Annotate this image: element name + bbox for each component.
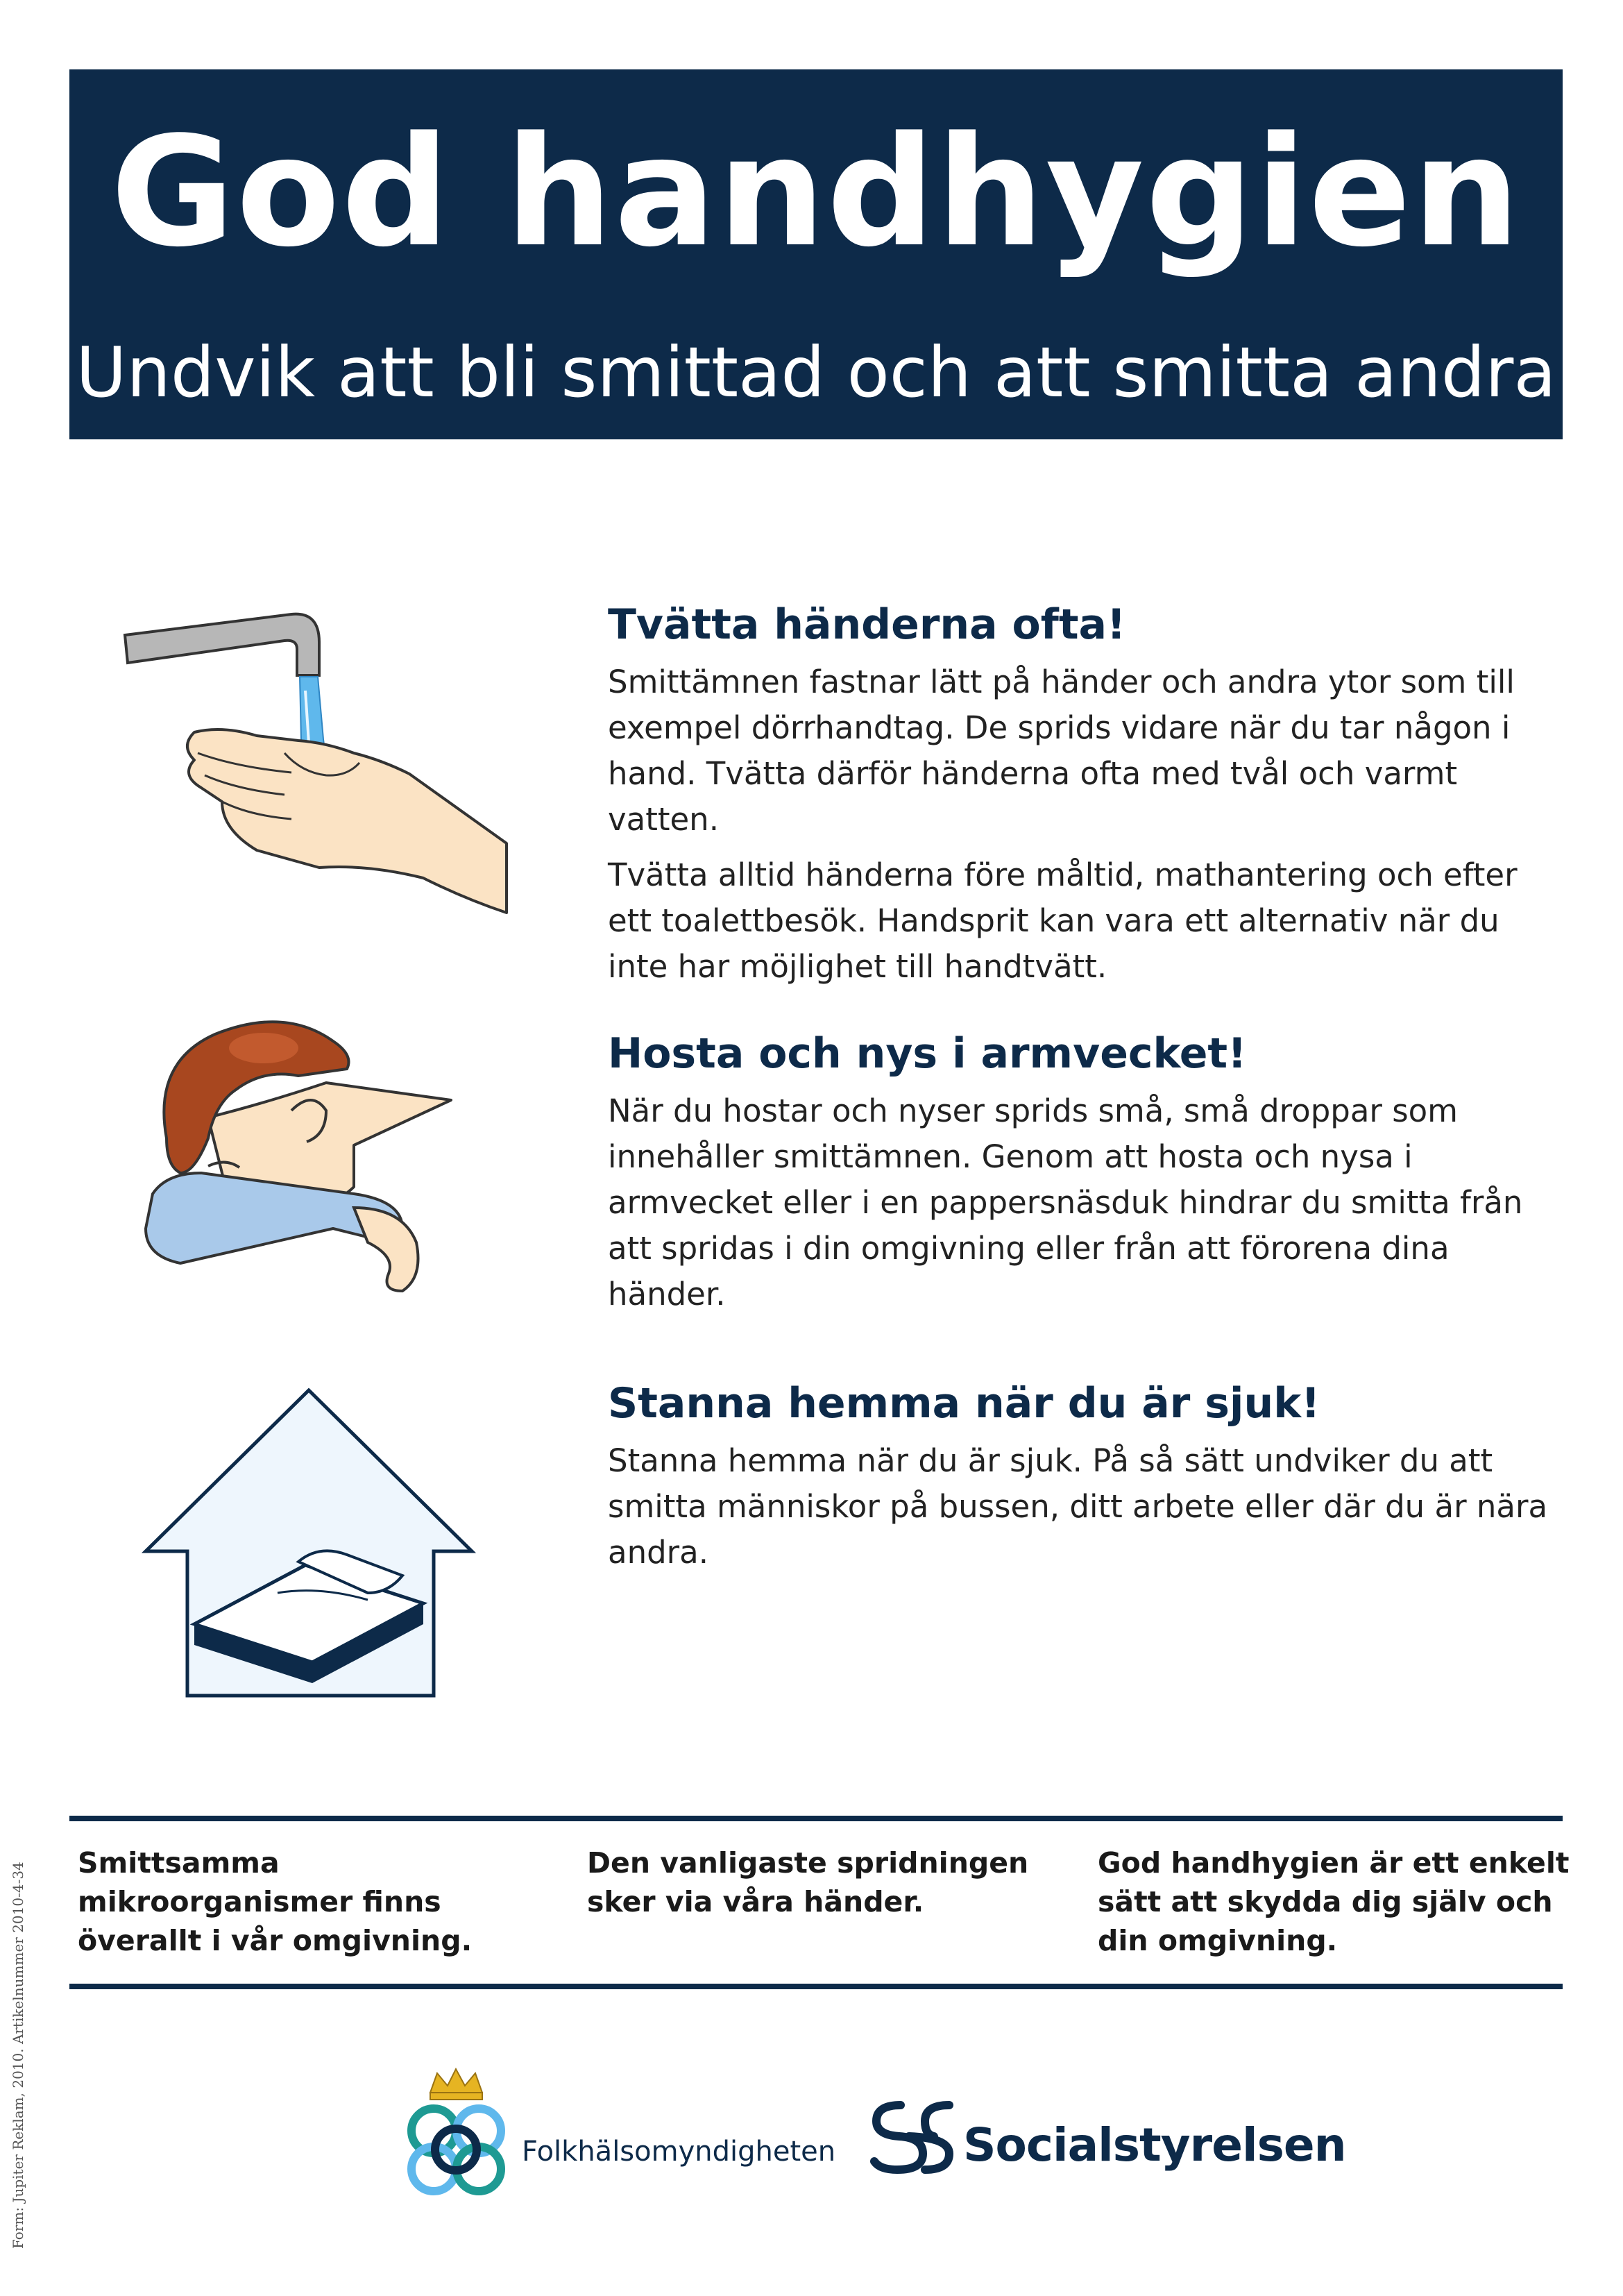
section-wash-hands — [608, 597, 1565, 999]
section-paragraph: Tvätta alltid händerna före måltid, mathantering och efter ett toalettbesök. Handsprit kan vara ett alternativ när du inte har möjlighet till handtvätt. — [608, 856, 1518, 985]
section-cough-sneeze — [608, 1026, 1565, 1327]
fact-1: Smittsamma mikroorganismer finns överallt i vår omgivning. — [78, 1846, 473, 1957]
section-title: Tvätta händerna ofta! — [608, 600, 1126, 649]
folkhalsomyndigheten-logo-icon — [392, 2065, 520, 2204]
section-paragraph: Stanna hemma när du är sjuk. På så sätt undviker du att smitta människor på bussen, ditt arbete eller där du är nära andra. — [608, 1442, 1548, 1571]
sneeze-illustration — [125, 999, 513, 1347]
poster-subtitle: Undvik att bli smittad och att smitta andra — [76, 332, 1556, 413]
section-paragraph: När du hostar och nyser sprids små, små droppar som innehåller smittämnen. Genom att hosta och nysa i armvecket eller i en pappersnäsduk hindrar du smitta från att spridas i din omgivning eller från att förorena dina händer. — [608, 1092, 1523, 1312]
socialstyrelsen-logo-icon — [866, 2095, 960, 2178]
socialstyrelsen-logo-text: Socialstyrelsen — [963, 2118, 1346, 2172]
divider-top — [69, 1816, 1563, 1821]
section-title: Stanna hemma när du är sjuk! — [608, 1379, 1320, 1428]
fact-3: God handhygien är ett enkelt sätt att skydda dig själv och din omgivning. — [1098, 1846, 1570, 1957]
credit-line: Form: Jupiter Reklam, 2010. Artikelnummer 2010-4-34 — [10, 1862, 26, 2249]
section-paragraph: Smittämnen fastnar lätt på händer och andra ytor som till exempel dörrhandtag. De sprids vidare när du tar någon i hand. Tvätta därför händerna ofta med tvål och varmt vatten. — [608, 664, 1515, 838]
handwash-illustration — [118, 593, 520, 927]
section-stay-home — [608, 1376, 1565, 1585]
house-bed-illustration — [139, 1385, 479, 1700]
poster-title: God handhygien — [110, 105, 1522, 280]
fact-2: Den vanligaste spridningen sker via våra händer. — [587, 1846, 1029, 1918]
header-banner — [69, 69, 1563, 439]
divider-bottom — [69, 1984, 1563, 1989]
section-title: Hosta och nys i armvecket! — [608, 1029, 1247, 1078]
folkhalsomyndigheten-logo-text: Folkhälsomyndigheten — [522, 2136, 836, 2168]
